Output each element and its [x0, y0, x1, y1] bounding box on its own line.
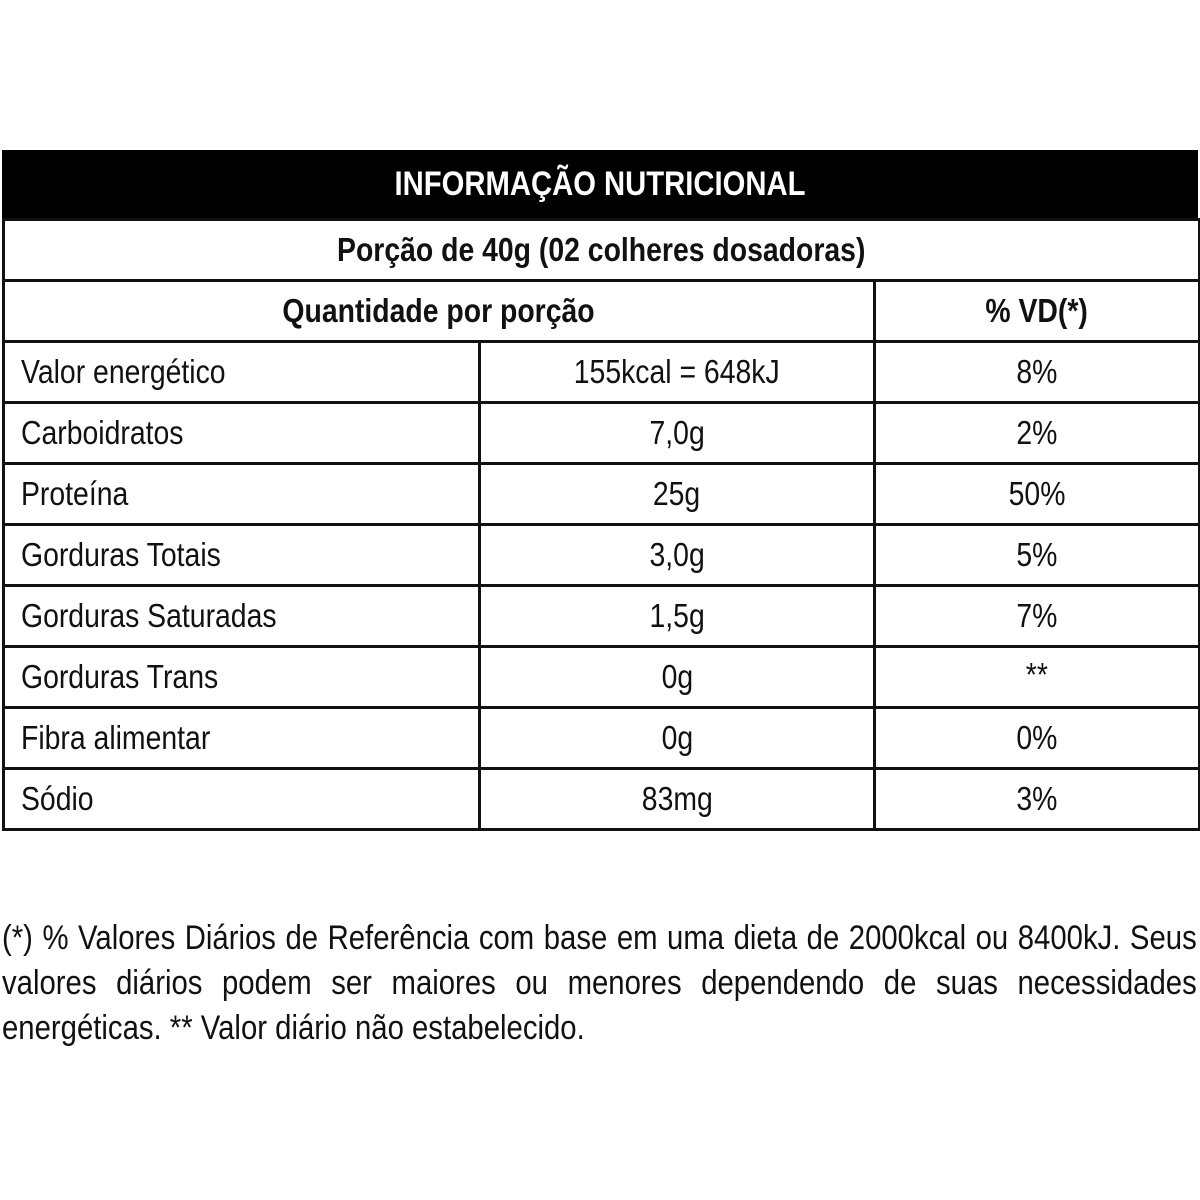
nutrient-amount: 0g [480, 647, 875, 708]
table-row [4, 464, 1200, 525]
table-row [4, 525, 1200, 586]
nutrient-amount: 7,0g [480, 403, 875, 464]
header-row [4, 281, 1200, 342]
nutrient-dv: 0% [875, 708, 1200, 769]
label-title: INFORMAÇÃO NUTRICIONAL [86, 150, 1115, 218]
nutrient-amount: 1,5g [480, 586, 875, 647]
nutrient-dv: 2% [875, 403, 1200, 464]
dv-header: % VD(*) [875, 281, 1200, 342]
nutrient-dv: 8% [875, 342, 1200, 403]
nutrient-name: Valor energético [4, 342, 480, 403]
table-row [4, 647, 1200, 708]
nutrient-amount: 0g [480, 708, 875, 769]
table-row [4, 586, 1200, 647]
nutrition-facts-label [2, 150, 1198, 831]
serving-size: Porção de 40g (02 colheres dosadoras) [4, 220, 1200, 281]
nutrition-table [2, 218, 1200, 831]
table-row [4, 769, 1200, 830]
serving-row [4, 220, 1200, 281]
nutrient-name: Gorduras Totais [4, 525, 480, 586]
table-row [4, 708, 1200, 769]
nutrient-name: Gorduras Saturadas [4, 586, 480, 647]
footnote [2, 916, 1197, 1051]
nutrient-amount: 3,0g [480, 525, 875, 586]
nutrient-dv: 50% [875, 464, 1200, 525]
nutrient-dv: 7% [875, 586, 1200, 647]
nutrient-dv: 5% [875, 525, 1200, 586]
nutrient-amount: 25g [480, 464, 875, 525]
nutrient-name: Sódio [4, 769, 480, 830]
nutrient-name: Proteína [4, 464, 480, 525]
nutrient-dv: ** [875, 647, 1200, 708]
footnote-text: (*) % Valores Diários de Referência com base em uma dieta de 2000kcal ou 8400kJ. Seus valores diários podem ser maiores ou menores dependendo de suas necessidades energéticas. ** Valor diário não estabelecido. [2, 919, 1197, 1047]
nutrient-name: Gorduras Trans [4, 647, 480, 708]
quantity-header: Quantidade por porção [4, 281, 875, 342]
nutrient-amount: 155kcal = 648kJ [480, 342, 875, 403]
table-row [4, 342, 1200, 403]
nutrient-amount: 83mg [480, 769, 875, 830]
nutrient-name: Carboidratos [4, 403, 480, 464]
title-bar [2, 150, 1198, 218]
table-row [4, 403, 1200, 464]
nutrient-name: Fibra alimentar [4, 708, 480, 769]
nutrient-dv: 3% [875, 769, 1200, 830]
